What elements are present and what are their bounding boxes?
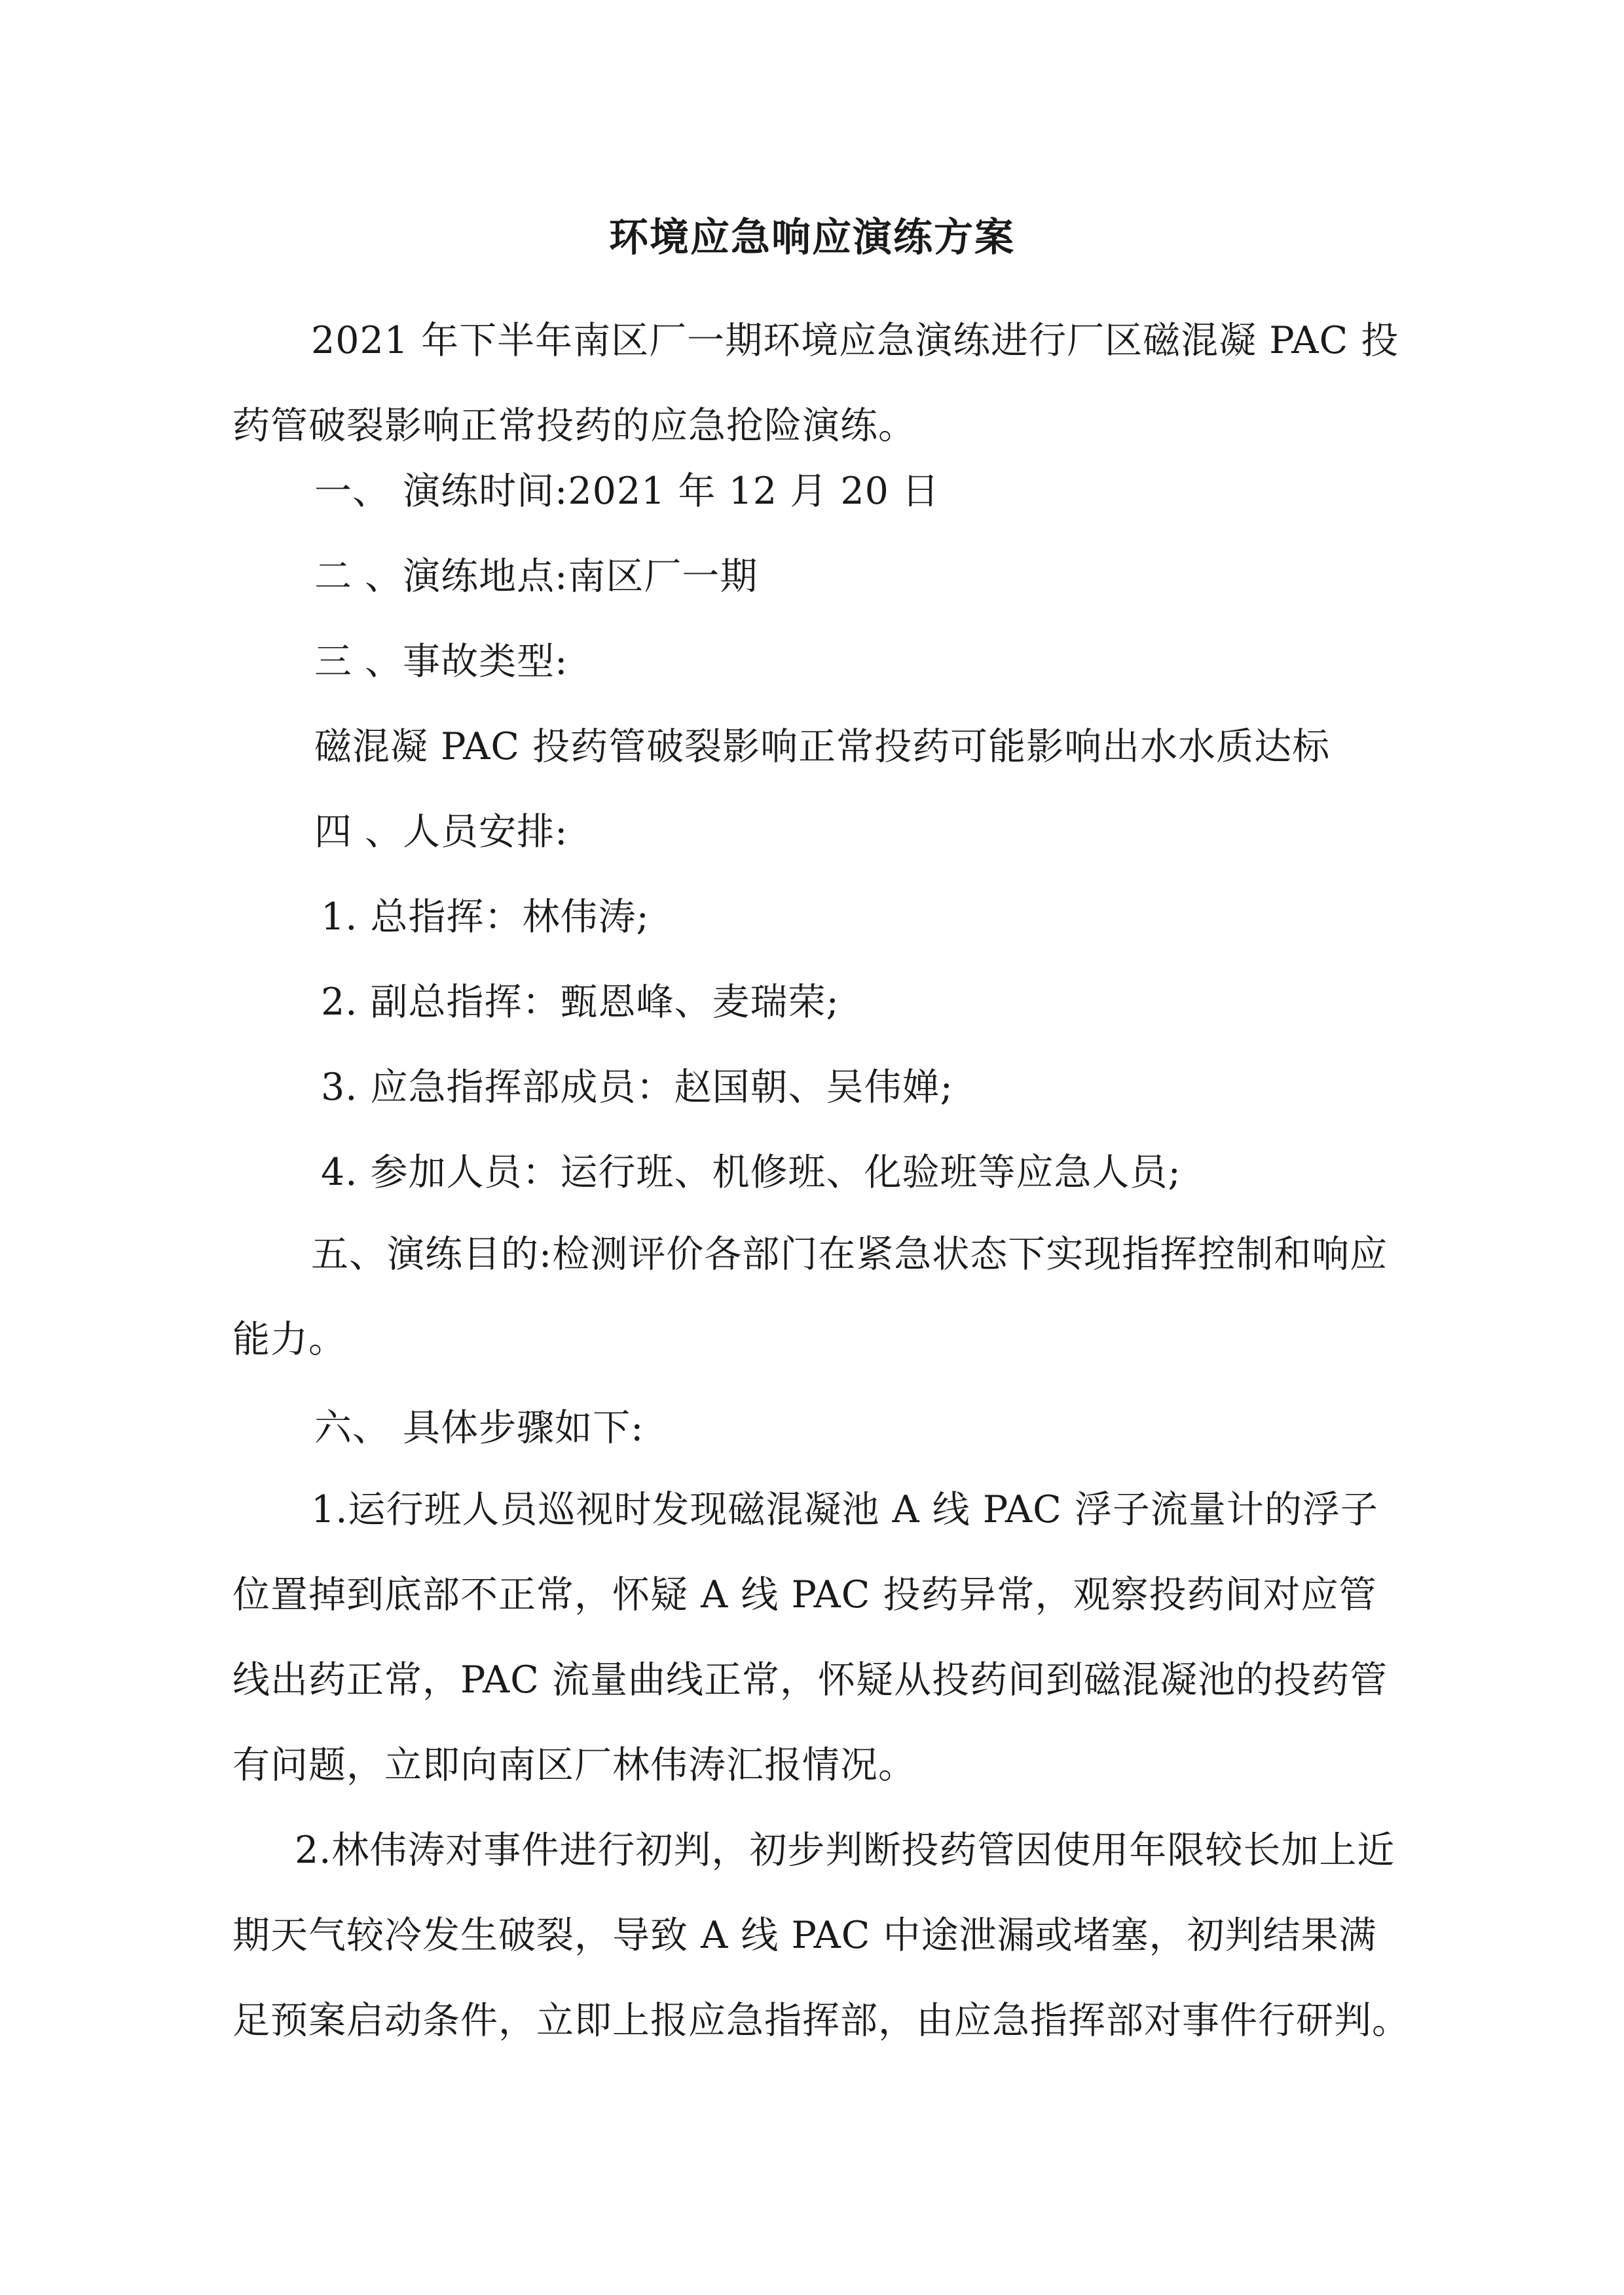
personnel-item-participants: 4. 参加人员：运行班、机修班、化验班等应急人员; (321, 1151, 1181, 1194)
personnel-item-deputy: 2. 副总指挥：甄恩峰、麦瑞荣; (321, 980, 840, 1024)
document-title: 环境应急响应演练方案 (609, 215, 1015, 261)
intro-paragraph: 2021 年下半年南区厂一期环境应急演练进行厂区磁混凝 PAC 投药管破裂影响正常投药的应急抢险演练。 (232, 319, 1399, 447)
personnel-item-members: 3. 应急指挥部成员：赵国朝、吴伟婵; (321, 1066, 953, 1109)
step-2-paragraph: 2.林伟涛对事件进行初判，初步判断投药管因使用年限较长加上近期天气较冷发生破裂，导致 A 线 PAC 中途泄漏或堵塞，初判结果满足预案启动条件，立即上报应急指挥部，由应急指挥部对事件行研判。 (232, 1829, 1410, 2042)
incident-description: 磁混凝 PAC 投药管破裂影响正常投药可能影响出水水质达标 (314, 725, 1331, 768)
purpose-paragraph: 五、演练目的:检测评价各部门在紧急状态下实现指挥控制和响应能力。 (232, 1233, 1388, 1361)
section-incident-type: 三 、事故类型: (314, 640, 568, 683)
section-time: 一、 演练时间:2021 年 12 月 20 日 (314, 470, 940, 513)
step-1-paragraph: 1.运行班人员巡视时发现磁混凝池 A 线 PAC 浮子流量计的浮子位置掉到底部不正常，怀疑 A 线 PAC 投药异常，观察投药间对应管线出药正常，PAC 流量曲线正常，怀疑从投药间到磁混凝池的投药管有问题，立即向南区厂林伟涛汇报情况。 (232, 1488, 1388, 1787)
section-location: 二 、演练地点:南区厂一期 (314, 555, 758, 598)
steps-heading: 六、 具体步骤如下: (314, 1406, 644, 1449)
section-personnel: 四 、人员安排: (314, 810, 568, 853)
personnel-item-commander: 1. 总指挥：林伟涛; (321, 895, 650, 939)
